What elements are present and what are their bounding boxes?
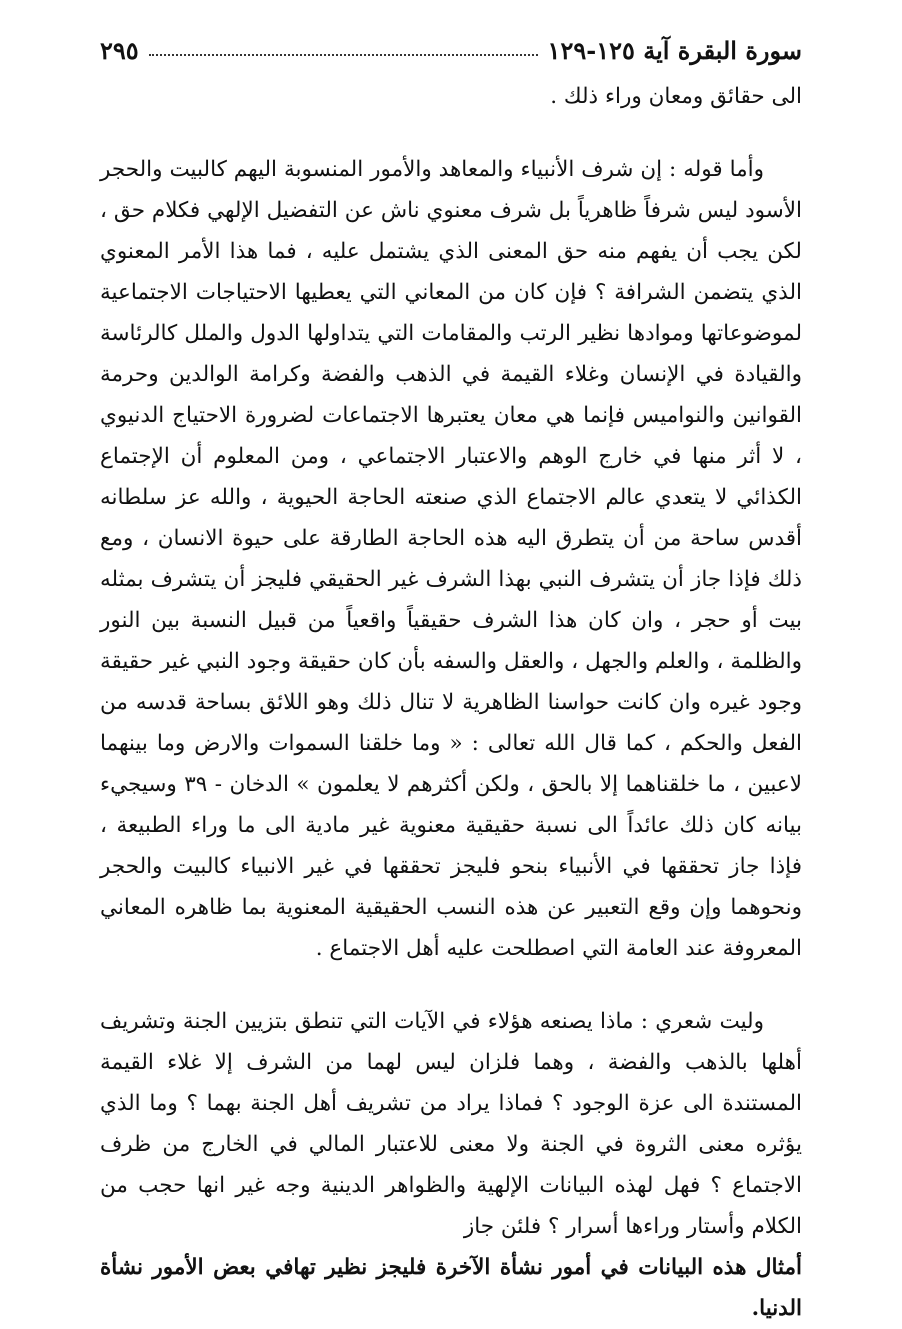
paragraph: وليت شعري : ماذا يصنعه هؤلاء في الآيات التي تنطق بتزيين الجنة وتشريف أهلها بالذهب والفضة ، وهما فلزان ليس لهما من الشرف إلا غلاء القيمة المستندة الى عزة الوجود ؟ فماذا يراد من تشريف أهل الجنة بهما ؟ وما الذي يؤثره معنى الثروة في الجنة ولا معنى للاعتبار المالي في الخارج من ظرف الاجتماع ؟ فهل لهذه البيانات الإلهية والظواهر الدينية وجه غير انها حجب من الكلام وأستار وراءها أسرار ؟ فلئن جاز <box>100 1009 802 1239</box>
paragraph-bold-tail: أمثال هذه البيانات في أمور نشأة الآخرة فليجز نظير تهافي بعض الأمور نشأة الدنيا. <box>100 1255 802 1321</box>
page-number: ٢٩٥ <box>100 35 139 65</box>
body-text <box>100 76 802 1329</box>
running-header <box>100 30 802 70</box>
surah-title: سورة البقرة آية ١٢٥-١٢٩ <box>547 35 802 65</box>
paragraph-continuation: الى حقائق ومعان وراء ذلك . <box>550 84 802 109</box>
paragraph: وأما قوله : إن شرف الأنبياء والمعاهد والأمور المنسوبة اليهم كالبيت والحجر الأسود ليس شرفاً ظاهرياً بل شرف معنوي ناش عن التفضيل الإلهي فكلام حق ، لكن يجب أن يفهم منه حق المعنى الذي يشتمل عليه ، فما هذا الأمر المعنوي الذي يتضمن الشرافة ؟ فإن كان من المعاني التي يعطيها الاحتياجات الاجتماعية لموضوعاتها وموادها نظير الرتب والمقامات التي يتداولها الدول والملل كالرئاسة والقيادة في الإنسان وغلاء القيمة في الذهب والفضة وكرامة الوالدين وحرمة القوانين والنواميس فإنما هي معان يعتبرها الاجتماعات لضرورة الاحتياج الدنيوي ، لا أثر منها في خارج الوهم والاعتبار الاجتماعي ، ومن المعلوم أن الإجتماع الكذائي لا يتعدي عالم الاجتماع الذي صنعته الحاجة الحيوية ، والله عز سلطانه أقدس ساحة من أن يتطرق اليه هذه الحاجة الطارقة على حيوة الانسان ، ومع ذلك فإذا جاز أن يتشرف النبي بهذا الشرف غير الحقيقي فليجز أن يتشرف بمثله بيت أو حجر ، وان كان هذا الشرف حقيقياً واقعياً من قبيل النسبة بين النور والظلمة ، والعلم والجهل ، والعقل والسفه بأن كان حقيقة وجود النبي غير حقيقة وجود غيره وان كانت حواسنا الظاهرية لا تنال ذلك وهو اللائق بساحة قدسه من الفعل والحكم ، كما قال الله تعالى : « وما خلقنا السموات والارض وما بينهما لاعبين ، ما خلقناهما إلا بالحق ، ولكن أكثرهم لا يعلمون » الدخان - ٣٩ وسيجيء بيانه كان ذلك عائداً الى نسبة حقيقية معنوية غير مادية الى ما وراء الطبيعة ، فإذا جاز تحققها في الأنبياء بنحو فليجز تحققها في غير الانبياء كالبيت والحجر ونحوهما وإن وقع التعبير عن هذه النسب الحقيقية المعنوية بما ظاهره المعاني المعروفة عند العامة التي اصطلحت عليه أهل الاجتماع . <box>100 157 802 961</box>
dotted-leader <box>149 44 538 56</box>
